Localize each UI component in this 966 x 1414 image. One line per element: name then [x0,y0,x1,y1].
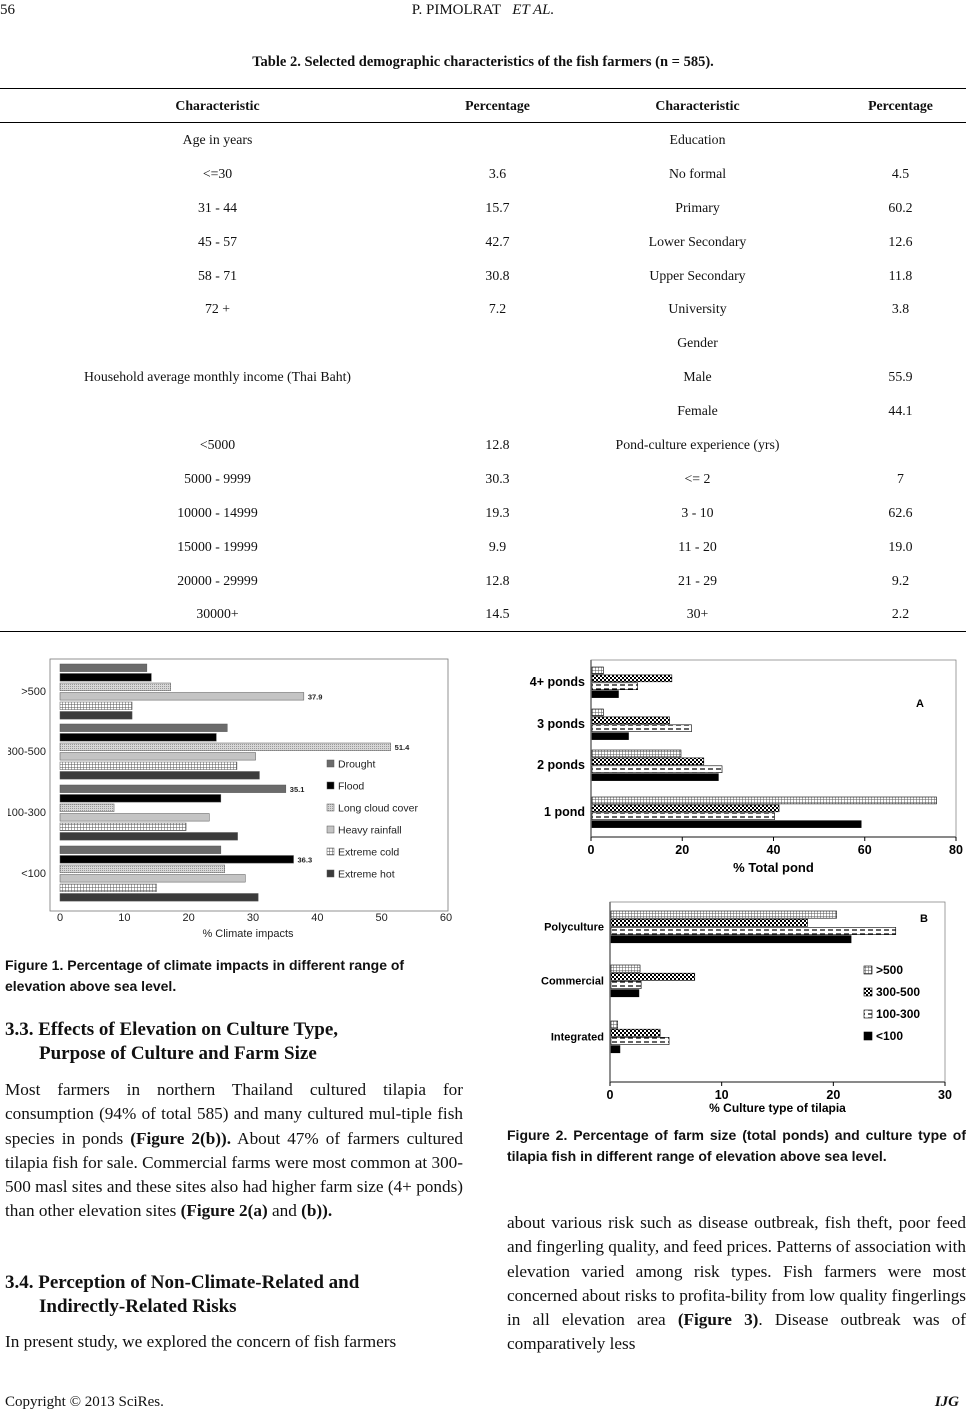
bar-flood [60,734,216,742]
characteristic-cell: 30+ [560,597,835,631]
x-tick-label: 20 [182,912,195,924]
table-caption: Table 2. Selected demographic characteristics of the fish farmers (n = 585). [252,54,714,70]
bar-100-300 [611,981,641,988]
characteristic-cell: 11 - 20 [678,538,717,554]
percentage-cell: 7.2 [488,301,507,317]
percentage-cell: 62.6 [888,504,913,520]
legend-swatch [327,804,334,811]
legend-swatch [327,760,334,767]
bar-lt100 [611,990,639,997]
bar-extreme-cold [60,702,132,710]
legend-swatch [864,988,872,996]
table-row [0,123,966,157]
percentage-cell: 2.2 [835,597,966,631]
x-tick-label: 50 [375,912,388,924]
characteristic-cell: University [668,301,727,317]
characteristic-cell: Gender [677,335,718,351]
characteristic-cell: Household average monthly income (Thai Baht) [83,369,352,385]
percentage-cell: 30.8 [485,267,510,283]
category-label: 100-300 [8,807,46,819]
legend-swatch [864,1032,872,1040]
percentage-cell: 44.1 [888,403,913,419]
bar-300-500 [611,973,695,980]
category-label: Commercial [541,975,604,988]
x-tick-label: 30 [246,912,260,924]
percentage-cell [435,360,560,394]
percentage-cell: 3.6 [488,165,507,181]
bar-heavy-rainfall [60,814,209,822]
x-tick-label: 0 [606,1088,614,1102]
percentage-cell: 19.0 [888,538,913,554]
bar-long-cloud-cover [60,683,171,691]
bar-flood [60,674,151,682]
bar-300-500 [592,758,704,765]
bar-extreme-hot [60,772,259,780]
figure-reference: (Figure 2(a) [180,1201,268,1221]
bar-long-cloud-cover [60,743,391,751]
percentage-cell [835,326,966,360]
x-tick-label: 60 [857,843,872,857]
bar-300-500 [592,717,670,724]
data-label: 37.9 [307,692,323,702]
legend-swatch [327,870,334,877]
characteristic-cell: 10000 - 14999 [177,504,258,520]
figure-1-chart [8,650,460,945]
bar-drought [60,785,286,793]
percentage-cell [835,123,966,157]
category-label: >500 [21,686,46,698]
characteristic-cell: 72 + [204,301,231,317]
bar-100-300 [611,1037,669,1044]
characteristic-cell: <= 2 [684,470,711,486]
characteristic-cell: 30000+ [0,597,435,631]
table-row [0,292,966,326]
table-row [0,564,966,598]
bar-lt100 [592,733,629,740]
percentage-cell: 19.3 [485,504,510,520]
right-column-paragraph: about various risk such as disease outbreak, fish theft, poor feed and fingerling quality, and feed prices. Patterns of association with elevation varied among risk types. Fish farmers were most concerned about risks to profita-bility from low quality fingerlings in all elevation area (Figure 3). Disease outbreak was of comparatively less [507,1213,966,1354]
table-row [0,225,966,259]
characteristic-cell: 5000 - 9999 [184,470,251,486]
data-label: 35.1 [289,785,305,795]
x-tick-label: 20 [675,843,690,857]
characteristic-cell: Primary [675,199,720,215]
legend-swatch [327,826,334,833]
bar-lt100 [592,691,618,698]
x-tick-label: 30 [938,1088,952,1102]
figure-2-caption: Figure 2. Percentage of farm size (total ponds) and culture type of tilapia fish in different range of elevation above sea level. [507,1127,966,1164]
characteristic-cell: 31 - 44 [197,199,238,215]
x-tick-label: 0 [587,843,595,857]
bar-heavy-rainfall [60,753,256,761]
category-label: Integrated [550,1031,604,1044]
data-label: 36.3 [297,855,313,865]
percentage-cell [835,428,966,462]
bar-extreme-cold [60,884,157,892]
characteristic-cell: 45 - 57 [197,233,238,249]
header-percentage: Percentage [435,89,560,123]
demographics-table [0,88,966,632]
percentage-cell: 4.5 [891,165,910,181]
bar-extreme-hot [60,833,238,841]
x-tick-label: 10 [714,1088,729,1102]
category-label: 1 pond [544,804,585,819]
bar-lt100 [611,936,851,943]
copyright-text: Copyright © 2013 SciRes. [5,1394,164,1410]
header-characteristic: Characteristic [0,89,435,123]
bar-300-500 [611,1029,660,1036]
characteristic-cell: 20000 - 29999 [177,572,258,588]
legend-swatch [864,1010,872,1018]
category-label: <100 [21,868,46,880]
bar-gt500 [611,1021,618,1028]
characteristic-cell: <=30 [202,165,233,181]
table-row [0,597,966,631]
table-row [0,496,966,530]
legend-swatch [864,966,872,974]
table-row [0,462,966,496]
characteristic-cell [0,326,435,360]
bar-gt500 [611,965,640,972]
percentage-cell: 55.9 [888,369,913,385]
page-footer [5,1394,963,1411]
bar-drought [60,724,227,732]
legend-label-drought: Drought [338,758,376,771]
characteristic-cell: Upper Secondary [649,267,746,283]
bar-extreme-hot [60,712,132,720]
section-3-3-heading: 3.3. Effects of Elevation on Culture Type, Purpose of Culture and Farm Size [5,1019,339,1064]
characteristic-cell: 58 - 71 [197,267,238,283]
bar-300-500 [592,675,672,682]
legend-label: <100 [876,1029,904,1043]
category-label: Polyculture [544,921,604,934]
characteristic-cell: Female [677,403,718,419]
bar-100-300 [592,683,638,690]
legend-label: 100-300 [876,1007,921,1021]
bar-extreme-hot [60,894,258,902]
figure-1-caption: Figure 1. Percentage of climate impacts in different range of elevation above sea level. [5,957,405,994]
bar-flood [60,856,294,864]
bar-100-300 [592,813,775,820]
characteristic-cell: Pond-culture experience (yrs) [615,436,780,452]
x-axis-label: % Culture type of tilapia [709,1101,846,1115]
table-row [0,259,966,293]
bar-gt500 [592,709,603,716]
bar-heavy-rainfall [60,693,304,701]
bar-drought [60,664,147,672]
bar-flood [60,795,221,803]
x-tick-label: 40 [311,912,324,924]
percentage-cell [435,394,560,428]
bar-gt500 [592,667,603,674]
characteristic-cell: <5000 [199,436,236,452]
panel-label: A [916,698,924,710]
data-label: 51.4 [394,743,410,753]
percentage-cell: 15.7 [485,199,510,215]
legend-label: >500 [876,963,904,977]
page-number: 56 [0,2,15,18]
x-tick-label: 40 [766,843,781,857]
category-label: 2 ponds [537,757,585,772]
characteristic-cell: 3 - 10 [681,504,714,520]
journal-abbrev: IJG [934,1394,959,1410]
percentage-cell: 9.2 [891,572,910,588]
section-3-4-heading: 3.4. Perception of Non-Climate-Related and Indirectly-Related Risks [5,1272,360,1317]
figure-2b-chart [508,892,966,1120]
header-percentage: Percentage [835,89,966,123]
characteristic-cell: 15000 - 19999 [177,538,258,554]
table-row [0,428,966,462]
bar-gt500 [592,750,681,757]
characteristic-cell [0,394,435,428]
percentage-cell: 7 [897,470,904,486]
characteristic-cell: 21 - 29 [677,572,718,588]
table-row [0,394,966,428]
percentage-cell: 11.8 [888,267,913,283]
percentage-cell: 9.9 [488,538,507,554]
x-axis-label: % Climate impacts [202,928,294,940]
percentage-cell: 12.8 [485,436,510,452]
percentage-cell [435,123,560,157]
characteristic-cell: Male [683,369,712,385]
section-3-3-paragraph: Most farmers in northern Thailand cultured tilapia for consumption (94% of total 585) and many cultured mul-tiple fish species in ponds (Figure 2(b)). About 47% of farmers cultured tilapia fish for sale. Commercial farms were most common at 300-500 masl sites and these sites also had higher farm size (4+ ponds) than other elevation sites (Figure 2(a) and (b)). [5,1080,463,1221]
figure-2a-chart [508,655,966,887]
bar-lt100 [592,821,861,828]
legend-label-extreme-cold: Extreme cold [338,846,400,859]
table-row [0,530,966,564]
percentage-cell: 12.8 [485,572,510,588]
legend-label-heavy-rainfall: Heavy rainfall [338,824,402,837]
percentage-cell: 12.6 [888,233,913,249]
percentage-cell: 30.3 [485,470,510,486]
legend-swatch [327,848,334,855]
bar-100-300 [592,725,691,732]
x-axis-label: % Total pond [733,860,814,875]
percentage-cell [435,326,560,360]
bar-extreme-cold [60,823,186,831]
bar-long-cloud-cover [60,865,225,873]
x-tick-label: 10 [118,912,131,924]
bar-long-cloud-cover [60,804,114,812]
table-header-row [0,89,966,123]
category-label: 3 ponds [537,716,585,731]
x-tick-label: 0 [56,912,64,924]
panel-label: B [920,913,928,925]
characteristic-cell: No formal [668,165,727,181]
bar-drought [60,846,221,854]
section-3-4-paragraph: In present study, we explored the concern of fish farmers [5,1332,397,1351]
bar-300-500 [592,805,779,812]
bar-gt500 [592,797,936,804]
bar-gt500 [611,911,837,918]
header-characteristic: Characteristic [560,89,835,123]
characteristic-cell: Education [669,131,726,147]
percentage-cell: 14.5 [435,597,560,631]
bar-extreme-cold [60,762,237,770]
x-tick-label: 60 [439,912,453,924]
figure-reference: (Figure 2(b)). [130,1128,232,1148]
running-authors: P. PIMOLRAT ET AL. [411,2,555,18]
bar-lt100 [611,1046,620,1053]
legend-label: 300-500 [876,985,921,999]
bar-100-300 [611,927,896,934]
characteristic-cell: Lower Secondary [648,233,747,249]
x-tick-label: 80 [949,843,963,857]
percentage-cell: 3.8 [891,301,910,317]
bar-100-300 [592,766,722,773]
characteristic-cell: Age in years [182,131,253,147]
bar-300-500 [611,919,808,926]
legend-swatch [327,782,334,789]
category-label: 300-500 [8,746,46,758]
table-row [0,157,966,191]
bar-heavy-rainfall [60,875,245,883]
percentage-cell: 60.2 [888,199,913,215]
x-tick-label: 20 [826,1088,841,1102]
bar-lt100 [592,774,718,781]
percentage-cell: 42.7 [485,233,510,249]
legend-label-flood: Flood [338,780,365,793]
category-label: 4+ ponds [529,674,585,689]
table-row [0,360,966,394]
legend-label-long-cloud-cover: Long cloud cover [338,802,418,815]
table-row [0,191,966,225]
figure-reference: (Figure 3) [677,1310,759,1330]
figure-reference: (b)). [301,1201,333,1221]
legend-label-extreme-hot: Extreme hot [338,868,395,881]
table-row [0,326,966,360]
